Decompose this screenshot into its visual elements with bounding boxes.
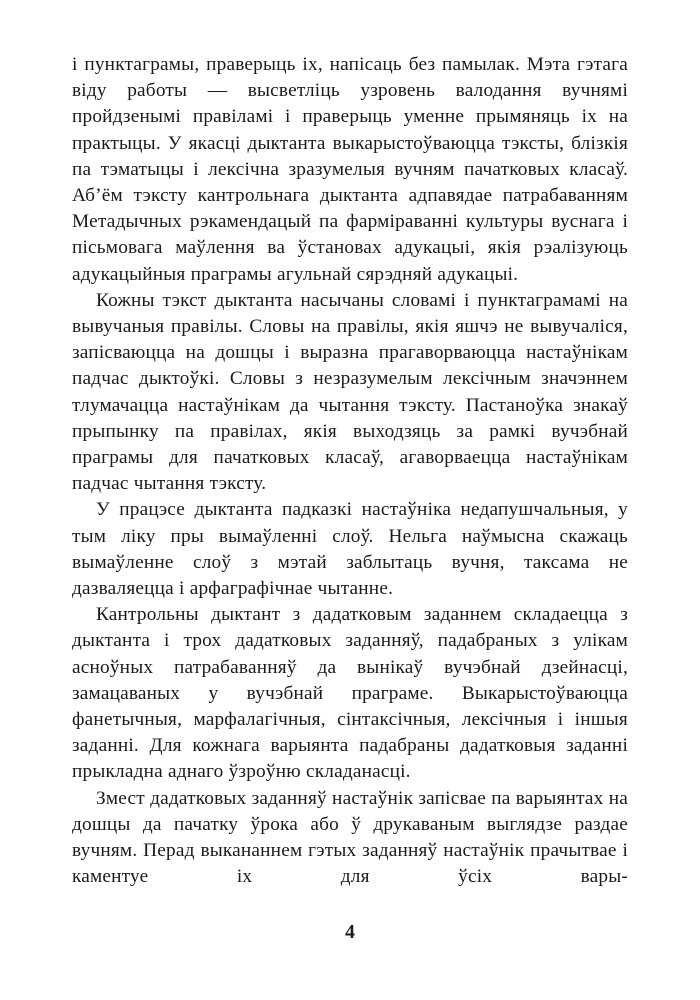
body-paragraph-5: Змест дадатковых заданняў настаўнік запісвае па варыянтах на дошцы да пачатку ўрока або ў друкаваным выглядзе раздае вучням. Перад выкананнем гэтых заданняў настаўнік прачытвае і каментуе іх для ўсіх вары- xyxy=(72,787,628,888)
body-paragraph-4: Кантрольны дыктант з дадатковым заданнем складаецца з дыктанта і трох дадатковых заданняў, падабраных з улікам асноўных патрабаванняў да вынікаў вучэбнай дзейнасці, замацаваных у вучэбнай праграме. Выкарыстоўваюцца фанетычныя, марфалагічныя, сінтаксічныя, лексічныя і іншыя заданні. Для кожнага варыянта падабраны дадатковыя заданні прыкладна аднаго ўзроўню складанасці. xyxy=(72,604,628,783)
page-number: 4 xyxy=(345,922,355,943)
body-paragraph-2: Кожны тэкст дыктанта насычаны словамі і пунктаграмамі на вывучаныя правілы. Словы на правілы, якія яшчэ не вывучаліся, запісваюцца на дошцы і выразна прагаворваюцца настаўнікам падчас дыктоўкі. Словы з незразумелым лексічным значэннем тлумачацца настаўнікам да чытання тэксту. Пастаноўка знакаў прыпынку па правілах, якія выходзяць за рамкі вучэбнай праграмы для пачатковых класаў, агаворваецца настаўнікам падчас чытання тэксту. xyxy=(72,289,628,495)
body-paragraph-3: У працэсе дыктанта падказкі настаўніка недапушчальныя, у тым ліку пры вымаўленні слоў. Нельга наўмысна скажаць вымаўленне слоў з мэтай заблытаць вучня, таксама не дазваляецца і арфаграфічнае чытанне. xyxy=(72,499,628,600)
body-text-block xyxy=(72,52,628,891)
body-paragraph-1: і пунктаграмы, праверыць іх, напісаць без памылак. Мэта гэтага віду работы — высветліць узровень валодання вучнямі пройдзенымі правіламі і праверыць уменне прымяняць іх на практыцы. У якасці дыктанта выкарыстоўваюцца тэксты, блізкія па тэматыцы і лексічна зразумелыя вучням пачатковых класаў. Аб’ём тэксту кантрольнага дыктанта адпавядае патрабаванням Метадычных рэкамендацый па фарміраванні культуры вуснага і пісьмовага маўлення ва ўстановах адукацыі, якія рэалізуюць адукацыйныя праграмы агульнай сярэдняй адукацыі. xyxy=(72,54,628,285)
